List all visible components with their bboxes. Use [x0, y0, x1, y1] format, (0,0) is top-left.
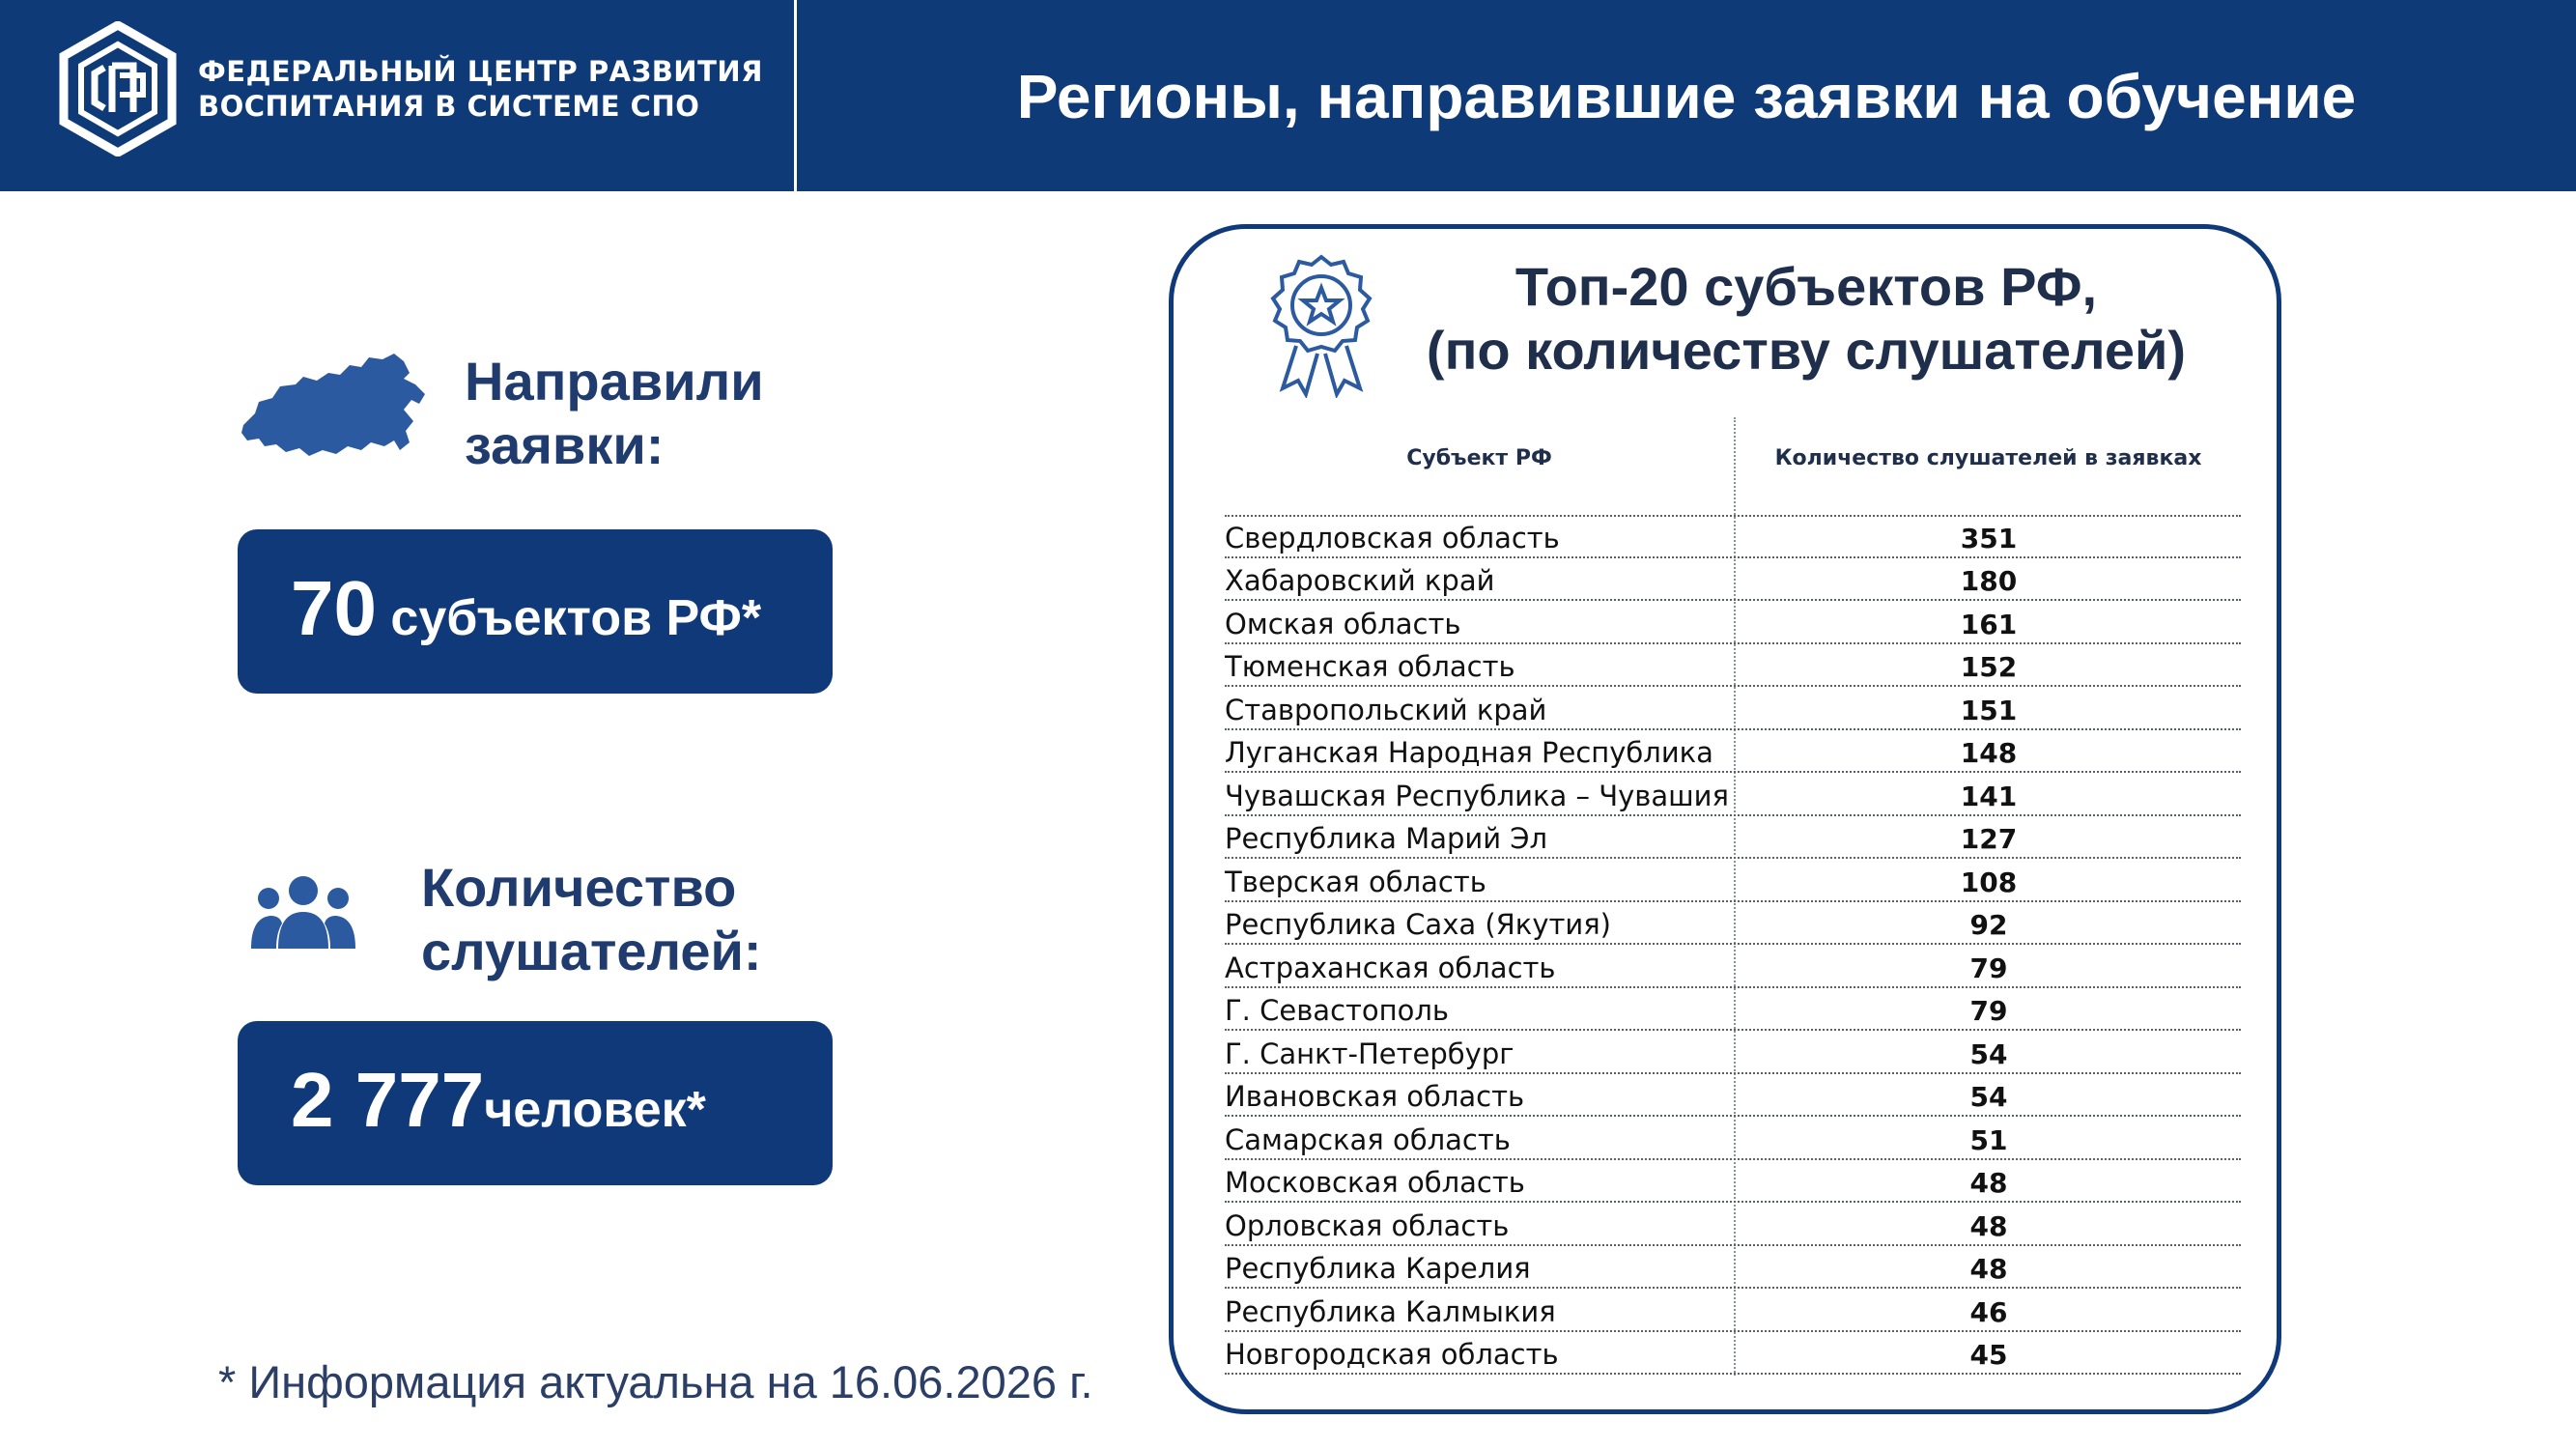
table-row: [1225, 558, 2241, 602]
subject-name: Ставропольский край: [1225, 693, 1547, 726]
logo-text: [198, 54, 763, 124]
page-title: Регионы, направившие заявки на обучение: [1016, 62, 2357, 131]
table-row: [1225, 1203, 2241, 1246]
listener-count: 45: [1969, 1339, 2008, 1371]
listener-count: 79: [1969, 952, 2008, 984]
subject-name: Республика Калмыкия: [1225, 1294, 1556, 1328]
listener-count: 48: [1969, 1253, 2008, 1285]
listener-count: 127: [1960, 823, 2018, 855]
table-row: [1225, 773, 2241, 816]
logo-icon: [56, 21, 180, 156]
subject-name: Г. Санкт-Петербург: [1225, 1037, 1514, 1070]
table-row: [1225, 859, 2241, 902]
logo-line-2: ВОСПИТАНИЯ В СИСТЕМЕ СПО: [198, 90, 700, 123]
listeners-unit: человек*: [484, 1082, 706, 1138]
listener-count: 161: [1960, 608, 2018, 640]
listener-count: 148: [1960, 737, 2018, 769]
column-header-count: Количество слушателей в заявках: [1774, 446, 2202, 470]
applications-heading-line-2: заявки:: [465, 414, 665, 475]
subject-name: Самарская область: [1225, 1122, 1511, 1156]
applications-heading: [465, 350, 764, 477]
subject-name: Тверская область: [1225, 865, 1486, 898]
subject-name: Г. Севастополь: [1225, 994, 1449, 1027]
subject-name: Луганская Народная Республика: [1225, 736, 1713, 769]
table-row: [1225, 988, 2241, 1032]
table-row: [1225, 515, 2241, 558]
header-bar: [0, 0, 2576, 191]
column-header-subject: Субъект РФ: [1406, 446, 1552, 470]
subject-name: Республика Саха (Якутия): [1225, 908, 1611, 941]
listener-count: 141: [1960, 780, 2018, 812]
russia-map-icon: [240, 350, 428, 458]
listener-count: 54: [1969, 1037, 2008, 1070]
table-row: [1225, 1031, 2241, 1074]
table-row: [1225, 1117, 2241, 1160]
listener-count: 54: [1969, 1081, 2008, 1113]
panel-title-line-2: (по количеству слушателей): [1426, 320, 2187, 381]
table-row: [1225, 902, 2241, 946]
table-row: [1225, 730, 2241, 774]
listener-count: 180: [1960, 565, 2018, 597]
listener-count: 351: [1960, 522, 2018, 554]
applications-heading-line-1: Направили: [465, 351, 764, 412]
panel-title-line-1: Топ-20 субъектов РФ,: [1514, 256, 2098, 317]
subject-name: Республика Марий Эл: [1225, 822, 1548, 855]
listener-count: 46: [1969, 1295, 2008, 1328]
table-row: [1225, 1246, 2241, 1290]
people-icon: [251, 875, 355, 951]
table-row: [1225, 945, 2241, 988]
listener-count: 79: [1969, 995, 2008, 1027]
subject-name: Омская область: [1225, 607, 1461, 640]
subject-name: Свердловская область: [1225, 521, 1560, 554]
table-row: [1225, 816, 2241, 860]
listeners-heading-line-2: слушателей:: [421, 921, 762, 981]
subject-name: Хабаровский край: [1225, 564, 1495, 597]
subject-name: Новгородская область: [1225, 1338, 1559, 1371]
listeners-heading-line-1: Количество: [421, 857, 737, 918]
listeners-heading: [421, 856, 762, 983]
listeners-number: 2 777: [291, 1057, 485, 1143]
listener-count: 92: [1969, 909, 2008, 941]
listener-count: 51: [1969, 1123, 2008, 1156]
table-row: [1225, 1289, 2241, 1332]
applications-unit: субъектов РФ*: [376, 590, 762, 646]
footnote: * Информация актуальна на 16.06.2026 г.: [218, 1356, 1093, 1407]
subject-name: Республика Карелия: [1225, 1252, 1531, 1285]
medal-icon: [1261, 253, 1381, 398]
listener-count: 48: [1969, 1209, 2008, 1242]
table-row: [1225, 1074, 2241, 1118]
subject-name: Чувашская Республика – Чувашия: [1225, 779, 1729, 812]
table-row: [1225, 601, 2241, 644]
subject-name: Ивановская область: [1225, 1080, 1525, 1113]
subject-name: Тюменская область: [1225, 650, 1515, 683]
listener-count: 108: [1960, 866, 2018, 898]
subject-name: Астраханская область: [1225, 951, 1556, 984]
listener-count: 151: [1960, 694, 2018, 726]
table-row: [1225, 1332, 2241, 1376]
panel-title: [1372, 255, 2241, 383]
subject-name: Орловская область: [1225, 1208, 1510, 1242]
listener-count: 48: [1969, 1167, 2008, 1199]
listener-count: 152: [1960, 651, 2018, 683]
table-row: [1225, 1160, 2241, 1204]
applications-number: 70: [291, 565, 377, 651]
table-row: [1225, 644, 2241, 688]
applications-stat-box: [238, 529, 833, 694]
logo-line-1: ФЕДЕРАЛЬНЫЙ ЦЕНТР РАЗВИТИЯ: [198, 55, 763, 88]
table-row: [1225, 687, 2241, 730]
listeners-stat-box: [238, 1021, 833, 1185]
subject-name: Московская область: [1225, 1166, 1525, 1199]
